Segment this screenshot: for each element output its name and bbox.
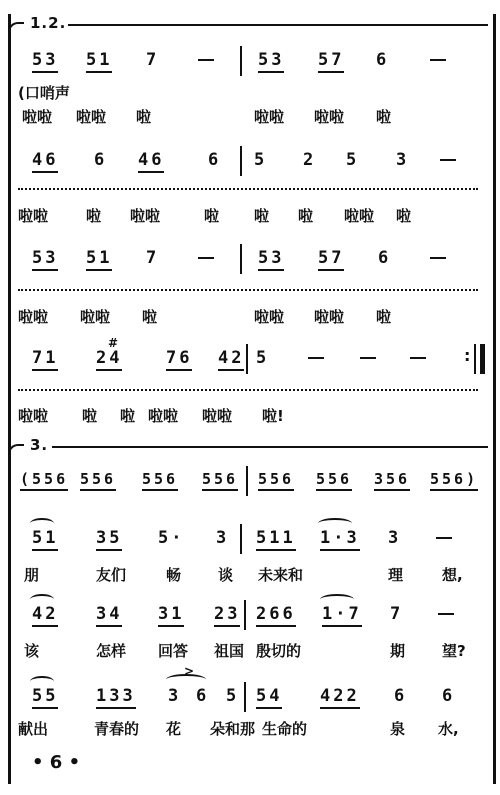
lyric-word: 啦 (376, 308, 392, 326)
volta-third-label: 3. (30, 436, 49, 454)
sustain-dash (430, 59, 446, 61)
lyric-word: 望? (442, 642, 466, 660)
lyric-word: 啦啦 (344, 207, 375, 225)
volta-first-line (68, 24, 488, 26)
notation-row-3 (18, 248, 488, 282)
lyric-word: 啦 (82, 407, 98, 425)
note: 51 (32, 528, 58, 551)
lyric-row-2 (18, 205, 488, 227)
lyric-word: 怎样 (96, 642, 127, 660)
lyric-row-3 (18, 306, 488, 328)
whistle-note: (口哨声 (18, 84, 70, 102)
lyric-word: 啦 (254, 207, 270, 225)
note: 71 (32, 348, 58, 371)
lyric-word: 谈 (218, 566, 234, 584)
lyric-word: 啦啦 (254, 108, 285, 126)
notation-row-1 (18, 50, 488, 84)
verse-row-2 (18, 604, 488, 638)
lyric-word: 啦啦 (202, 407, 233, 425)
slur (30, 518, 54, 529)
sustain-dash (440, 159, 456, 161)
lyric-word: 未来和 (258, 566, 304, 584)
sustain-dash (308, 357, 324, 359)
intro-note-group: 556 (202, 470, 238, 491)
lyric-word: 啦 (142, 308, 158, 326)
accent-mark: > (184, 664, 195, 678)
lyric-word: 青春的 (94, 720, 140, 738)
lyric-word: 朋 (24, 566, 40, 584)
lyric-word: 啦啦 (254, 308, 285, 326)
note: 24 (96, 348, 122, 371)
intro-note-group: 556 (258, 470, 294, 491)
note: 6 (394, 686, 408, 706)
note: 2 (303, 150, 317, 170)
lyric-word: 祖国 (214, 642, 245, 660)
sustain-dash (198, 59, 214, 61)
page-number: • 6 • (32, 752, 81, 773)
sharp-sign: # (108, 336, 119, 350)
sustain-dash (430, 257, 446, 259)
note: 6 (376, 50, 390, 70)
note: 3 (388, 528, 402, 548)
lyric-word: 啦啦 (18, 407, 49, 425)
bar-line (246, 466, 248, 496)
sustain-dash (198, 257, 214, 259)
lyric-word: 啦 (120, 407, 136, 425)
note: 6 (208, 150, 222, 170)
notation-row-4 (18, 336, 488, 382)
verse-row-3 (18, 664, 488, 720)
note: 511 (256, 528, 296, 551)
note: 3 (216, 528, 230, 548)
note: 7 (390, 604, 404, 624)
lyric-word: 啦啦 (18, 207, 49, 225)
note: 54 (256, 686, 282, 709)
intro-note-group: 556) (430, 470, 478, 491)
lyric-word: 水, (438, 720, 459, 738)
lyric-word: 泉 (390, 720, 406, 738)
note: 6 (378, 248, 392, 268)
note: 5 (226, 686, 240, 706)
lyric-word: 生命的 (262, 720, 308, 738)
lyric-word: 该 (24, 642, 40, 660)
intro-note-group: 556 (316, 470, 352, 491)
note: 57 (318, 248, 344, 271)
note: 76 (166, 348, 192, 371)
note: 5 (346, 150, 360, 170)
bar-line (246, 344, 248, 374)
volta-first-label: 1.2. (30, 14, 67, 32)
lyric-word: 啦啦 (314, 308, 345, 326)
lyric-word: 友们 (96, 566, 127, 584)
bar-line (240, 524, 242, 554)
note: 34 (96, 604, 122, 627)
lyric-word: 朵和那 (210, 720, 256, 738)
note: 5 (254, 150, 268, 170)
lyric-word: 啦啦 (22, 108, 53, 126)
lyric-row-4 (18, 405, 488, 427)
lyric-word: 理 (388, 566, 404, 584)
dotted-separator (18, 289, 478, 291)
repeat-bar-thin (474, 344, 476, 374)
note: 422 (320, 686, 360, 709)
slur (320, 594, 354, 605)
note: 133 (96, 686, 136, 709)
lyric-word: 啦 (396, 207, 412, 225)
note: 31 (158, 604, 184, 627)
repeat-bar-thick (480, 344, 485, 374)
note: 42 (32, 604, 58, 627)
intro-note-group: 356 (374, 470, 410, 491)
note: 1·3 (320, 528, 360, 551)
verse-lyric-row-1 (18, 564, 488, 586)
note: 51 (86, 248, 112, 271)
note: 57 (318, 50, 344, 73)
note: 46 (138, 150, 164, 173)
sustain-dash (360, 357, 376, 359)
score-frame (8, 14, 496, 784)
note: 23 (214, 604, 240, 627)
bar-line (244, 682, 246, 712)
note: 42 (218, 348, 244, 371)
note: 6 (442, 686, 456, 706)
verse-lyric-row-2 (18, 640, 488, 662)
lyric-word: 想, (442, 566, 463, 584)
note: 53 (32, 50, 58, 73)
intro-note-group: 556 (80, 470, 116, 491)
note: 1·7 (322, 604, 362, 627)
repeat-dots: : (464, 346, 471, 365)
verse-lyric-row-3 (18, 718, 488, 740)
note: 53 (32, 248, 58, 271)
intro-row (18, 470, 488, 504)
slur (30, 594, 54, 605)
dotted-separator (18, 188, 478, 190)
note: 53 (258, 248, 284, 271)
notation-row-2 (18, 150, 488, 184)
note: 6 (94, 150, 108, 170)
lyric-word: 啦 (376, 108, 392, 126)
lyric-word: 啦 (204, 207, 220, 225)
note: 7 (146, 248, 160, 268)
note: 3 (168, 686, 182, 706)
note: 46 (32, 150, 58, 173)
bar-line (240, 244, 242, 274)
sustain-dash (438, 613, 454, 615)
volta-hook (8, 22, 24, 36)
volta-third-line (52, 446, 488, 448)
lyric-word: 啦啦 (80, 308, 111, 326)
verse-row-1 (18, 528, 488, 562)
note: 51 (86, 50, 112, 73)
lyric-word: 啦啦 (18, 308, 49, 326)
note: 5 (256, 348, 270, 368)
bar-line (244, 600, 246, 630)
note: 266 (256, 604, 296, 627)
bar-line (240, 146, 242, 176)
lyric-word: 啦啦 (130, 207, 161, 225)
lyric-word: 啦啦 (76, 108, 107, 126)
lyric-word: 啦 (298, 207, 314, 225)
lyric-word: 花 (166, 720, 182, 738)
note: 5· (158, 528, 185, 548)
lyric-word: 啦啦 (148, 407, 179, 425)
lyric-word: 献出 (18, 720, 49, 738)
lyric-word: 殷切的 (256, 642, 302, 660)
note: 6 (196, 686, 210, 706)
note: 55 (32, 686, 58, 709)
lyric-word: 啦啦 (314, 108, 345, 126)
note: 3 (396, 150, 410, 170)
lyric-word: 回答 (158, 642, 189, 660)
bar-line (240, 46, 242, 76)
note: 35 (96, 528, 122, 551)
lyric-word: 啦 (136, 108, 152, 126)
lyric-row-1 (18, 106, 488, 128)
intro-note-group: (556 (20, 470, 68, 491)
lyric-word: 啦 (86, 207, 102, 225)
lyric-word: 啦! (262, 407, 284, 425)
slur (318, 518, 352, 529)
dotted-separator (18, 389, 478, 391)
lyric-word: 期 (390, 642, 406, 660)
note: 53 (258, 50, 284, 73)
sustain-dash (436, 537, 452, 539)
intro-note-group: 556 (142, 470, 178, 491)
sustain-dash (410, 357, 426, 359)
lyric-word: 畅 (166, 566, 182, 584)
note: 7 (146, 50, 160, 70)
slur (30, 676, 54, 687)
volta-hook (8, 444, 24, 458)
